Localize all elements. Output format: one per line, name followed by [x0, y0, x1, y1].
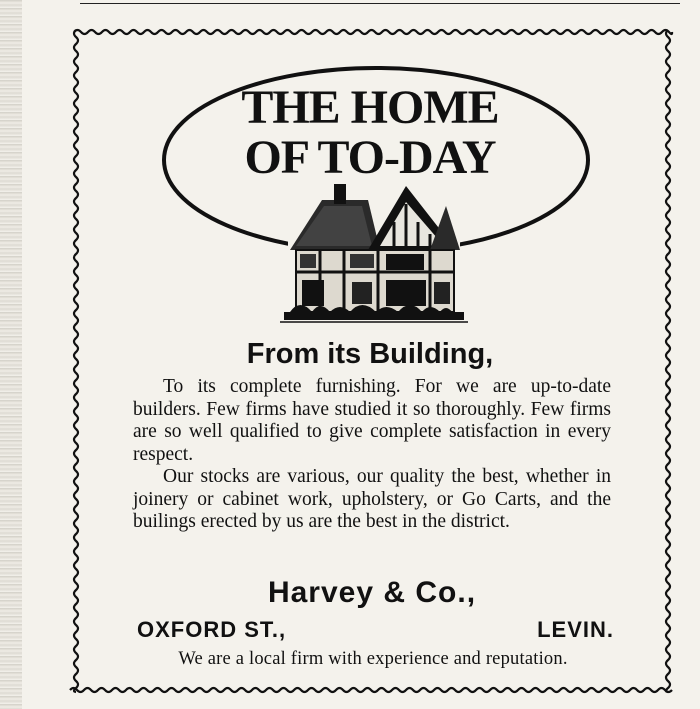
paragraph-1: To its complete furnishing. For we are up-to-date builders. Few firms have studied it so thoroughly. Few firms are so well qualified to give complete satisfaction in every respect. — [133, 376, 611, 465]
paragraph-2: Our stocks are various, our quality the best, whether in joinery or cabinet work, upholstery, or Go Carts, and the builings erected by us are the best in the district. — [133, 466, 611, 532]
subhead: From its Building, — [246, 338, 494, 370]
street-address: OXFORD ST., — [137, 617, 287, 642]
headline-line-2: OF TO-DAY — [244, 131, 496, 184]
town-name: LEVIN. — [537, 617, 614, 642]
firm-name: Harvey & Co., — [267, 576, 477, 609]
headline-line-1: THE HOME — [241, 81, 499, 134]
body-text — [133, 376, 611, 534]
house-icon — [280, 184, 468, 322]
tagline: We are a local firm with experience and reputation. — [178, 649, 568, 669]
